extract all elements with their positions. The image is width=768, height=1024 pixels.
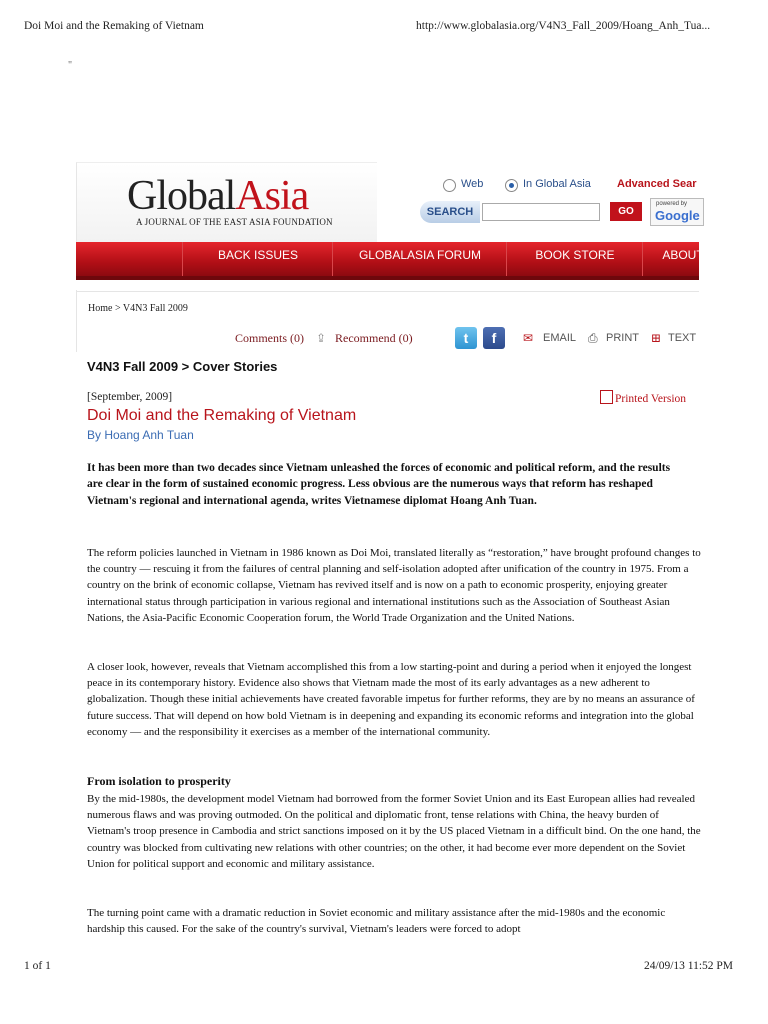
comments-link[interactable]: Comments (0) xyxy=(235,331,304,345)
site-tagline: A JOURNAL OF THE EAST ASIA FOUNDATION xyxy=(136,217,333,227)
radio-globalasia[interactable] xyxy=(505,179,518,192)
main-nav xyxy=(76,242,704,280)
print-footer-timestamp: 24/09/13 11:52 PM xyxy=(644,960,734,972)
facebook-icon[interactable]: f xyxy=(483,327,505,349)
article-date: [September, 2009] xyxy=(87,391,173,403)
nav-about[interactable]: ABOUT xyxy=(642,242,723,276)
logo-area xyxy=(76,162,377,243)
pdf-icon xyxy=(600,390,613,404)
divider xyxy=(76,290,77,352)
go-button[interactable]: GO xyxy=(610,202,642,221)
recommend-link[interactable]: Recommend (0) xyxy=(335,331,413,345)
print-link[interactable]: PRINT xyxy=(606,332,639,344)
search-label: SEARCH xyxy=(420,201,480,223)
print-footer-page: 1 of 1 xyxy=(24,960,51,972)
email-icon: ✉ xyxy=(523,331,534,345)
search-area xyxy=(376,162,699,242)
article-paragraph: The turning point came with a dramatic reduction in Soviet economic and military assistance after the mid-1980s and the economic hardship this caused. For the sake of the country's survival, Vietnam's leaders were forced to adopt xyxy=(87,907,666,936)
site-logo[interactable]: GlobalAsia xyxy=(127,173,309,219)
article-paragraph: The reform policies launched in Vietnam in 1986 known as Doi Moi, translated literally as “restoration,” have brought profound changes to the country — rescuing it from the failures of central planning and self-isolation adopted after unification of the country in 1975. From a country on the brink of economic collapse, Vietnam has revived itself and is now on a path to economic prosperity, enjoying greater international status through participation in various regional and international institutions such as the Association of Southeast Asian Nations, the Asia-Pacific Economic Cooperation forum, the World Trade Organization and the United Nations. xyxy=(87,547,701,624)
google-badge: powered by Google xyxy=(650,198,704,226)
advanced-search-link[interactable]: Advanced Sear xyxy=(617,178,697,190)
page-capture xyxy=(76,162,704,940)
stray-mark: " xyxy=(68,60,73,71)
article-byline[interactable]: By Hoang Anh Tuan xyxy=(87,428,194,442)
section-title: V4N3 Fall 2009 > Cover Stories xyxy=(87,359,278,374)
text-size-link[interactable]: TEXT xyxy=(668,332,697,344)
article-title: Doi Moi and the Remaking of Vietnam xyxy=(87,407,357,424)
article-subheading: From isolation to prosperity xyxy=(87,774,231,788)
radio-web-label: Web xyxy=(461,178,484,190)
print-icon: ⎙ xyxy=(588,331,598,345)
nav-globalasia-forum[interactable]: GLOBALASIA FORUM xyxy=(332,242,507,276)
article-paragraph: A closer look, however, reveals that Vietnam accomplished this from a low starting-point and during a period when it enjoyed the longest peace in its contemporary history. Evidence also shows that Vietnam made the most of its early advantages as a new adherent to globalization. Though these initial achievements have created favorable impetus for further reforms, they are by no means an assurance of future success. That will depend on how bold Vietnam is in deepening and expanding its economic reforms and integration into the global economy — and the responsibility it exercises as a member of the international community. xyxy=(87,661,695,738)
nav-book-store[interactable]: BOOK STORE xyxy=(506,242,643,276)
breadcrumb[interactable]: Home > V4N3 Fall 2009 xyxy=(88,303,188,314)
divider xyxy=(76,291,699,292)
print-header-url: http://www.globalasia.org/V4N3_Fall_2009/Hoang_Anh_Tua... xyxy=(416,20,711,32)
recommend-icon: ⇪ xyxy=(316,331,327,345)
printed-version-link[interactable]: Printed Version xyxy=(600,390,686,405)
nav-back-issues[interactable]: BACK ISSUES xyxy=(182,242,333,276)
radio-globalasia-label: In Global Asia xyxy=(523,178,591,190)
article-lede: It has been more than two decades since Vietnam unleashed the forces of economic and political reform, and the results are clear in the form of sustained economic progress. Less obvious are the numerous ways that reform has reshaped Vietnam's regional and international agenda, writes Vietnamese diplomat Hoang Anh Tuan. xyxy=(87,462,671,507)
radio-web[interactable] xyxy=(443,179,456,192)
text-size-icon: ⊞ xyxy=(651,331,662,345)
twitter-icon[interactable]: t xyxy=(455,327,477,349)
article-paragraph: By the mid-1980s, the development model Vietnam had borrowed from the former Soviet Union and its East European allies had revealed numerous flaws and was proving outmoded. On the political and diplomatic front, tense relations with China, the heavy burden of Vietnam's troop presence in Cambodia and strict sanctions imposed on it by the US placed Vietnam in a difficult bind. On the one hand, the country was blocked from cultivating new relations with other countries; on the other, it had become ever more dependent on the Soviet Union for political support and economic and military assistance. xyxy=(87,793,701,870)
email-link[interactable]: EMAIL xyxy=(543,332,577,344)
search-input[interactable] xyxy=(482,203,600,221)
print-header-title: Doi Moi and the Remaking of Vietnam xyxy=(24,20,204,32)
